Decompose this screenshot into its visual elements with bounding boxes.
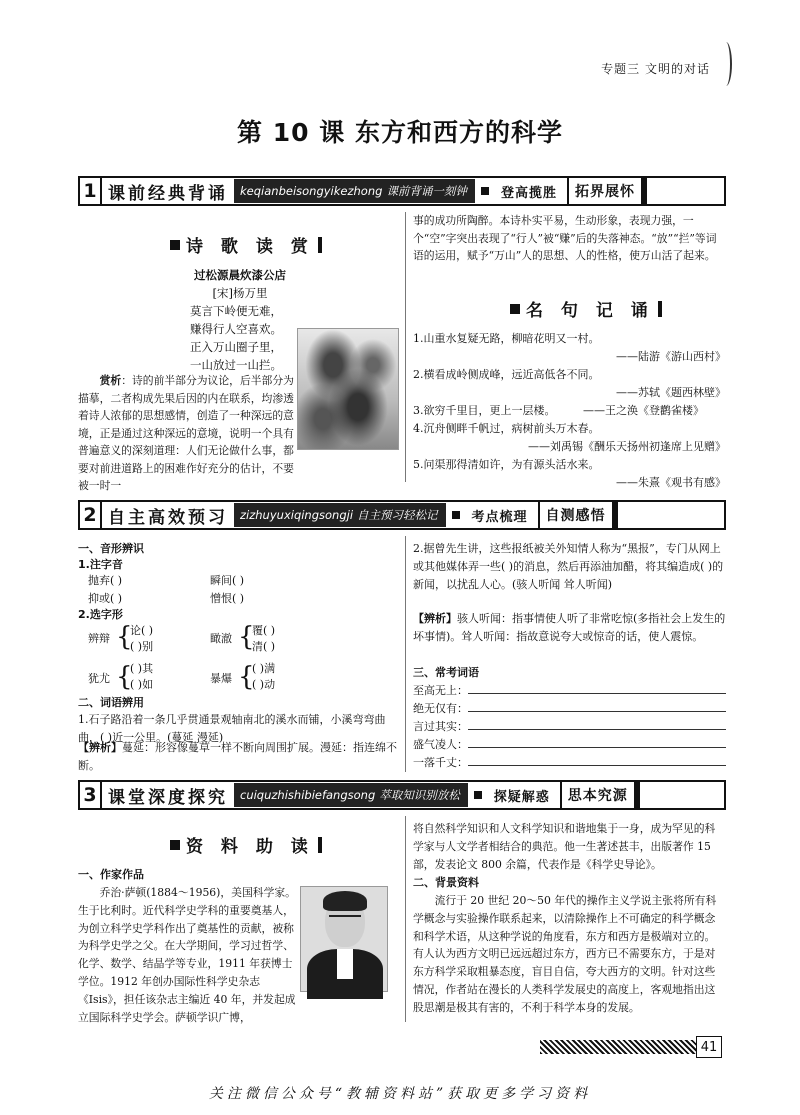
zhuyin-item: 抛弃( ) [88,574,123,587]
brace-icon: { [116,662,133,692]
lesson-title: 第 10 课 东方和西方的科学 [237,118,563,147]
quotes-list [413,330,726,492]
brace-icon: { [238,622,255,652]
materials-heading-text: 资 料 助 读 [186,837,314,857]
zhuyin-item: 憎恨( ) [210,592,245,605]
zhuyin-item: 抑或( ) [88,592,123,605]
author-bio-continued: 将自然科学知识和人文科学知识和谐地集于一身，成为罕见的科学家与人文学者相结合的典范。他一生著述甚丰，出版著作 15 部，发表论文 800 余篇，代表作是《科学史导论》。 [413,822,716,871]
poem-line: 一山放过一山拦。 [190,358,282,372]
section-title: 课前经典背诵 [108,183,228,204]
quote-source: ——苏轼《题西林壁》 [616,386,726,399]
brace-icon: { [238,662,255,692]
part-heading: 二、词语辨用 [78,696,144,709]
footer-note: 关注微信公众号“教辅资料站”获取更多学习资料 [208,1086,592,1102]
word-row [413,736,726,754]
section-pinyin [234,503,446,527]
section-title: 课堂深度探究 [108,787,228,808]
word-label: 绝无仅有： [413,702,468,715]
quote-line: 2.横看成岭侧成峰，远近高低各不同。 [413,368,600,381]
column-divider [405,816,406,1022]
section-banner-2 [78,500,726,530]
section-number: 3 [80,782,102,808]
answer-line[interactable] [468,736,726,748]
appreciation-label: 赏析 [99,374,122,387]
author-bio: 乔治·萨顿(1884～1956)，美国科学家。生于比利时。近代科学史学科的重要奠基人，为创立科学史学科作出了奠基性的贡献，被称为科学史学之父。在大学期间，学习过哲学、化学、数学、结晶学等专业，1911 年获博士学位。1912 年创办国际性科学史杂志《Isis》，担任该杂志主编近 40 年，并发起成立国际科学史学会。萨顿学识广博， [78,886,296,1024]
pinyin-caption: 自主预习轻松记 [357,508,438,522]
pinyin-text: zizhuyuxiqingsongji [240,508,354,522]
quote-line: 1.山重水复疑无路，柳暗花明又一村。 [413,332,600,345]
word-label: 言过其实： [413,720,468,733]
part-heading: 三、常考词语 [413,666,479,679]
zixing-option: 论( ) [130,624,154,637]
word-label: 至高无上： [413,684,468,697]
section-title: 自主高效预习 [108,507,228,528]
pinyin-caption: 萃取知识别放松 [379,788,460,802]
square-icon [452,511,460,519]
word-label: 盛气凌人： [413,738,468,751]
analysis-body: 蔓延：形容像蔓草一样不断向周围扩展。漫延：指连绵不断。 [78,741,397,772]
square-icon [170,240,180,250]
word-label: 一落千丈： [413,756,468,769]
words-list [413,682,726,772]
page-number-stripes [540,1040,696,1054]
poem-title: 过松源晨炊漆公店 [194,268,286,282]
answer-line[interactable] [468,682,726,694]
quote-source: ——王之涣《登鹳雀楼》 [583,404,704,417]
analysis-body: 骇人听闻：指事情使人听了非常吃惊(多指社会上发生的坏事情)。耸人听闻：指故意说夸大或惊奇的话，使人震惊。 [413,612,726,643]
pinyin-text: keqianbeisongyikezhong [240,184,383,198]
poem-line: 赚得行人空喜欢。 [190,322,282,336]
quotes-heading-text: 名 句 记 诵 [526,301,654,321]
appreciation-body: ：诗的前半部分为议论，后半部分为描摹，二者构成先果后因的内在联系，均渗透着诗人浓郁的思想感情，创造了一种深远的意境，正是通过这种深远的意境，说明一个具有普遍意义的深刻道理：人们无论做什么事，都要对前进道路上的困难作好充分的估计，不要被一时一 [78,374,294,492]
header-bracket-decoration [720,42,732,86]
author-portrait-image [300,886,388,992]
bar-icon [318,837,322,853]
appreciation-continued: 事的成功所陶醉。本诗朴实平易，生动形象，表现力强，一个“空”字突出表现了“行人”被“赚”后的失落神态。“放”“拦”等词语的运用，赋予“万山”人的思想、人的性格，使万山活了起来。 [413,214,717,262]
analysis-label: 【辨析】 [413,612,457,625]
analysis-1 [78,739,400,775]
quotes-heading [510,296,662,321]
section-tag: 探疑解惑 [493,789,550,805]
sub-heading: 2.选字形 [78,608,123,621]
section-number: 1 [80,178,102,204]
question-2: 2.据曾先生讲，这些报纸被关外知情人称为“黑报”，专门从网上或其他媒体弄一些( )的消息，然后再添油加醋，将其编造成( )的新闻，以扰乱人心。(骇人听闻 耸人听闻) [413,542,724,591]
poem-heading-text: 诗 歌 读 赏 [186,237,314,257]
poem-line: 正入万山圈子里， [190,340,282,354]
word-row [413,682,726,700]
zixing-left: 犹尤 [88,672,110,685]
appreciation-text [78,372,294,492]
pinyin-caption: 课前背诵一刻钟 [386,184,467,198]
zixing-left: 辨辩 [88,632,110,645]
part-heading: 一、音形辨识 [78,542,144,555]
section-banner-1 [78,176,726,206]
section-number: 2 [80,502,102,528]
part-heading: 二、背景资料 [413,876,479,889]
section-tag: 登高揽胜 [500,185,557,201]
zixing-option: ( )别 [130,640,154,653]
section-pinyin [234,783,468,807]
quote-line: 3.欲穷千里目，更上一层楼。 [413,404,556,417]
zixing-left: 暴爆 [210,672,232,685]
section-tag: 自测感悟 [538,502,618,528]
word-row [413,718,726,736]
landscape-painting-image [297,328,399,450]
brace-icon: { [116,622,133,652]
section-pinyin [234,179,475,203]
pinyin-text: cuiquzhishibiefangsong [240,788,376,802]
square-icon [170,840,180,850]
poem-author: [宋]杨万里 [212,286,268,300]
bar-icon [318,237,322,253]
background-text: 流行于 20 世纪 20～50 年代的操作主义学说主张将所有科学概念与实验操作联系起来，以清除操作上不可确定的科学概念和科学术语，从这种学说的角度看，东方和西方是极端对立的。有人认为西方文明已远远超过东方，西方已不需要东方，于是对东方科学采取粗暴态度，盲目自信，夸大西方的文明。针对这些情况，作者站在漫长的人类科学发展史的高度上，客观地指出这股思潮是极其有害的，不利于科学本身的发展。 [413,894,717,1014]
zhuyin-item: 瞬间( ) [210,574,245,587]
word-row [413,700,726,718]
quote-source: ——刘禹锡《酬乐天扬州初逢席上见赠》 [528,440,726,453]
answer-line[interactable] [468,754,726,766]
zixing-option: 清( ) [252,640,276,653]
materials-heading [170,832,322,857]
column-divider [405,536,406,772]
zixing-option: ( )其 [130,662,154,675]
section-tag: 思本究源 [560,782,640,808]
square-icon [510,304,520,314]
quote-line: 4.沉舟侧畔千帆过，病树前头万木春。 [413,422,600,435]
header-topic: 专题三 文明的对话 [601,62,710,76]
word-row [413,754,726,772]
zixing-left: 瞰澈 [210,632,232,645]
square-icon [481,187,489,195]
quote-source: ——陆游《游山西村》 [616,350,726,363]
analysis-2 [413,610,726,646]
page-number: 41 [696,1036,722,1058]
column-divider [405,212,406,482]
bar-icon [658,301,662,317]
sub-heading: 1.注字音 [78,558,123,571]
square-icon [474,791,482,799]
analysis-label: 【辨析】 [78,741,122,754]
section-banner-3 [78,780,726,810]
section-tag: 考点梳理 [471,509,528,525]
poem-heading [170,232,322,257]
quote-line: 5.问渠那得清如许，为有源头活水来。 [413,458,600,471]
part-heading: 一、作家作品 [78,868,144,881]
answer-line[interactable] [468,700,726,712]
zixing-option: ( )满 [252,662,276,675]
question-1: 1.石子路沿着一条几乎贯通景观轴南北的溪水而铺，小溪弯弯曲曲，( )近一公里。(蔓延 漫延) [78,713,386,744]
poem-line: 莫言下岭便无难， [190,304,282,318]
zixing-option: ( )如 [130,678,154,691]
section-tag: 拓界展怀 [567,178,647,204]
answer-line[interactable] [468,718,726,730]
zixing-option: 覆( ) [252,624,276,637]
quote-source: ——朱熹《观书有感》 [616,476,726,489]
zixing-option: ( )动 [252,678,276,691]
